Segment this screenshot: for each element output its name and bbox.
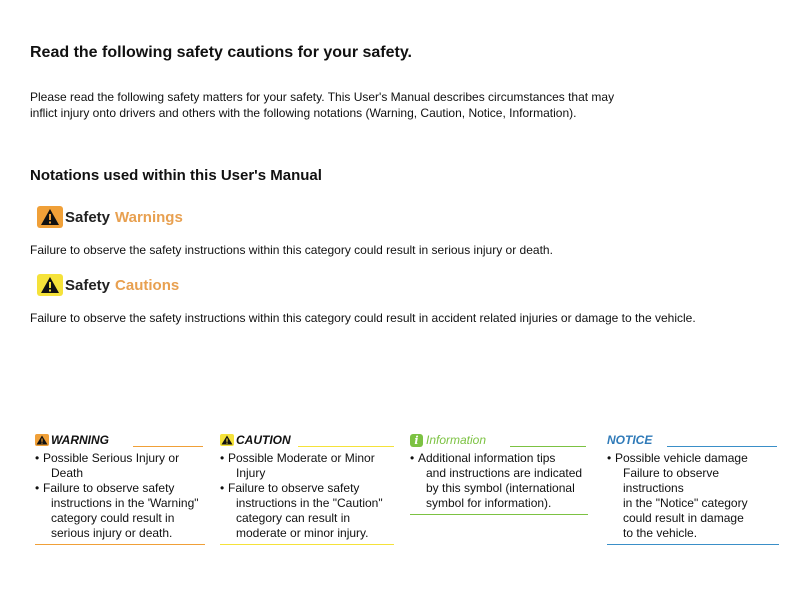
caution-legend-list bbox=[220, 451, 394, 541]
warning-legend-box bbox=[35, 432, 205, 545]
intro-line: inflict injury onto drivers and others with the following notations (Warning, Caution, Notice, Information). bbox=[30, 106, 577, 120]
notice-legend-box bbox=[607, 432, 779, 545]
information-legend-title: Information bbox=[426, 433, 487, 447]
notice-legend-title: NOTICE bbox=[607, 433, 653, 447]
caution-bottom-rule bbox=[220, 544, 394, 545]
warning-triangle-icon bbox=[220, 434, 234, 446]
list-item: • Possible Moderate or Minor Injury bbox=[220, 451, 394, 481]
information-title-rule bbox=[510, 446, 586, 447]
safety-warnings-word1: Safety bbox=[65, 208, 111, 226]
caution-legend-box bbox=[220, 432, 394, 545]
safety-cautions-description: Failure to observe the safety instructions within this category could result in accident related injuries or damage to the vehicle. bbox=[30, 311, 696, 325]
list-item: • Failure to observe safety instructions in the "Caution" category can result in moderate or minor injury. bbox=[220, 481, 394, 541]
intro-paragraph bbox=[30, 89, 670, 121]
notice-legend-list bbox=[607, 451, 779, 541]
list-item: • Possible vehicle damage Failure to observe instructions in the "Notice" category could result in damage to the vehicle. bbox=[607, 451, 779, 541]
information-bottom-rule bbox=[410, 514, 588, 515]
warning-legend-list bbox=[35, 451, 205, 541]
caution-legend-title: CAUTION bbox=[236, 433, 291, 447]
list-item: • Additional information tips and instructions are indicated by this symbol (international symbol for information). bbox=[410, 451, 588, 511]
safety-warnings-word2: Warnings bbox=[115, 208, 183, 226]
intro-line: Please read the following safety matters for your safety. This User's Manual describes circumstances that may bbox=[30, 90, 615, 104]
information-legend-list bbox=[410, 451, 588, 511]
safety-cautions-word1: Safety bbox=[65, 276, 111, 294]
warning-legend-title: WARNING bbox=[51, 433, 109, 447]
safety-warnings-description: Failure to observe the safety instructions within this category could result in serious injury or death. bbox=[30, 243, 553, 257]
information-legend-box bbox=[410, 432, 588, 515]
safety-warnings-badge bbox=[37, 206, 183, 228]
caution-title-rule bbox=[298, 446, 394, 447]
warning-triangle-icon bbox=[37, 206, 63, 228]
warning-triangle-icon bbox=[35, 434, 49, 446]
notations-heading: Notations used within this User's Manual bbox=[30, 167, 322, 184]
list-item: • Failure to observe safety instructions in the 'Warning" category could result in serious injury or death. bbox=[35, 481, 205, 541]
info-icon: i bbox=[410, 434, 423, 447]
warning-title-rule bbox=[133, 446, 203, 447]
safety-cautions-word2: Cautions bbox=[115, 276, 180, 294]
warning-triangle-icon bbox=[37, 274, 63, 296]
notice-bottom-rule bbox=[607, 544, 779, 545]
safety-cautions-badge bbox=[37, 274, 179, 296]
notice-title-rule bbox=[667, 446, 777, 447]
page-heading: Read the following safety cautions for your safety. bbox=[30, 44, 412, 61]
list-item: • Possible Serious Injury or Death bbox=[35, 451, 205, 481]
warning-bottom-rule bbox=[35, 544, 205, 545]
